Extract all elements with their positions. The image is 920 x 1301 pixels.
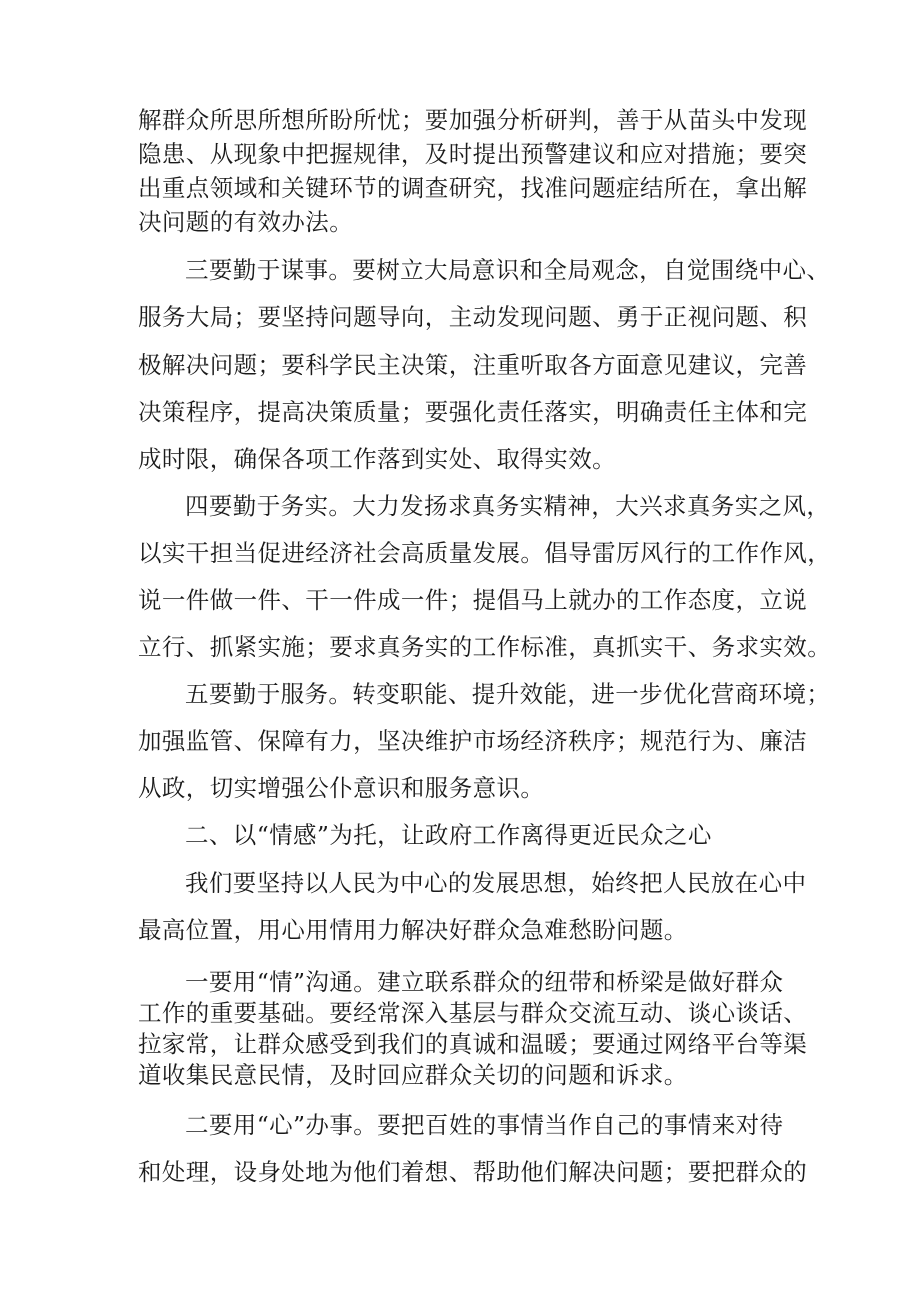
text-line: 决问题的有效办法。 <box>138 208 354 236</box>
text-line: 决策程序，提高决策质量；要强化责任落实，明确责任主体和完 <box>138 398 808 426</box>
text-line: 说一件做一件、干一件成一件；提倡马上就办的工作态度，立说 <box>138 586 808 614</box>
text-line: 五要勤于服务。转变职能、提升效能，进一步优化营商环境； <box>185 680 831 708</box>
text-line: 以实干担当促进经济社会高质量发展。倡导雷厉风行的工作作风， <box>138 539 832 567</box>
text-line: 立行、抓紧实施；要求真务实的工作标准，真抓实干、务求实效。 <box>138 633 832 661</box>
text-line: 和处理，设身处地为他们着想、帮助他们解决问题；要把群众的 <box>138 1158 808 1186</box>
text-line: 工作的重要基础。要经常深入基层与群众交流互动、谈心谈话、 <box>138 999 808 1027</box>
text-line: 四要勤于务实。大力发扬求真务实精神，大兴求真务实之风， <box>185 492 831 520</box>
text-line: 解群众所思所想所盼所忧；要加强分析研判，善于从苗头中发现 <box>138 106 808 134</box>
text-line: 三要勤于谋事。要树立大局意识和全局观念，自觉围绕中心、 <box>185 256 831 284</box>
text-line: 隐患、从现象中把握规律，及时提出预警建议和应对措施；要突 <box>138 140 808 168</box>
text-line: 加强监管、保障有力，坚决维护市场经济秩序；规范行为、廉洁 <box>138 727 808 755</box>
text-line: 道收集民意民情，及时回应群众关切的问题和诉求。 <box>138 1061 688 1089</box>
text-line: 出重点领域和关键环节的调查研究，找准问题症结所在，拿出解 <box>138 174 808 202</box>
text-line: 二要用“心”办事。要把百姓的事情当作自己的事情来对待 <box>185 1111 784 1139</box>
text-line: 成时限，确保各项工作落到实处、取得实效。 <box>138 445 616 473</box>
text-line: 拉家常，让群众感受到我们的真诚和温暖；要通过网络平台等渠 <box>138 1030 808 1058</box>
text-line: 最高位置，用心用情用力解决好群众急难愁盼问题。 <box>138 916 688 944</box>
section-heading: 二、以“情感”为托，让政府工作离得更近民众之心 <box>185 821 712 849</box>
text-line: 一要用“情”沟通。建立联系群众的纽带和桥梁是做好群众 <box>185 968 784 996</box>
text-line: 我们要坚持以人民为中心的发展思想，始终把人民放在心中 <box>185 869 807 897</box>
text-line: 极解决问题；要科学民主决策，注重听取各方面意见建议，完善 <box>138 351 808 379</box>
text-line: 服务大局；要坚持问题导向，主动发现问题、勇于正视问题、积 <box>138 303 808 331</box>
text-line: 从政，切实增强公仆意识和服务意识。 <box>138 774 545 802</box>
